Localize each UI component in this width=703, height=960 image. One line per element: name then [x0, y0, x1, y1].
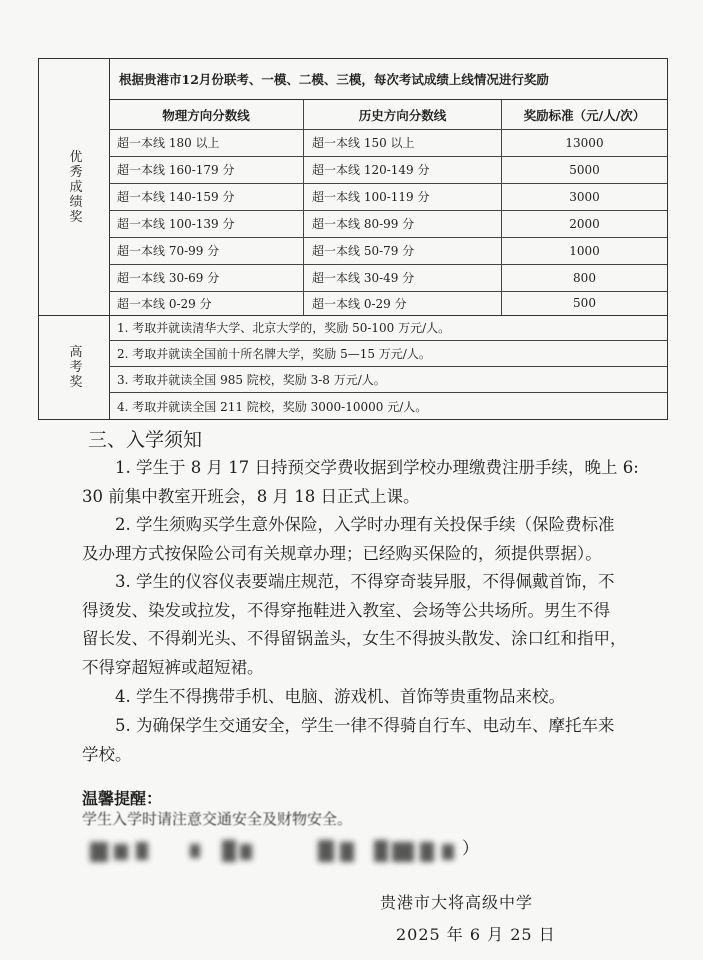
reward-cell: 5000 — [569, 162, 600, 177]
reward-cell: 13000 — [565, 135, 604, 150]
column-header-history: 历史方向分数线 — [304, 100, 502, 129]
history-cell: 超一本线 30-49 分 — [304, 264, 502, 291]
physics-cell: 超一本线 100-139 分 — [109, 210, 304, 237]
column-header-physics: 物理方向分数线 — [109, 100, 304, 129]
paragraph-line: 5. 为确保学生交通安全，学生一律不得骑自行车、电动车、摩托车来 — [82, 716, 615, 735]
history-cell: 超一本线 50-79 分 — [304, 237, 502, 264]
history-cell: 超一本线 80-99 分 — [304, 210, 502, 237]
table-row — [109, 129, 667, 157]
paragraph-4 — [82, 683, 668, 712]
signature-date: 2025 年 6 月 25 日 — [396, 925, 556, 944]
paragraph-line: 留长发、不得剃光头、不得留锅盖头，女生不得披头散发、涂口红和指甲， — [82, 629, 627, 648]
redaction-block — [318, 840, 334, 862]
signature-school: 贵港市大将高级中学 — [380, 893, 534, 912]
column-header-row — [109, 100, 667, 130]
redaction-block — [240, 844, 252, 860]
closing-paren: ） — [462, 839, 479, 859]
redacted-contact-line — [90, 836, 480, 866]
redaction-block — [90, 842, 108, 862]
table-header: 根据贵港市12月份联考、一模、二模、三模，每次考试成绩上线情况进行奖励 — [109, 59, 667, 100]
paragraph-line: 得烫发、染发或拉发，不得穿拖鞋进入教室、会场等公共场所。男生不得 — [82, 600, 610, 620]
redaction-block — [340, 842, 354, 862]
paragraph-line: 3. 学生的仪容仪表要端庄规范，不得穿奇装异服，不得佩戴首饰，不 — [82, 572, 615, 591]
redaction-block — [190, 844, 200, 858]
table-row — [109, 156, 667, 184]
paragraph-line: 及办理方式按保险公司有关规章办理；已经购买保险的，须提供票据）。 — [82, 543, 602, 563]
reminder-text: 学生入学时请注意交通安全及财物安全。 — [82, 810, 353, 828]
reward-cell: 3000 — [569, 189, 600, 204]
paragraph-3 — [82, 568, 668, 682]
paragraph-5 — [82, 712, 668, 769]
history-cell: 超一本线 150 以上 — [304, 129, 502, 156]
reward-cell: 1000 — [569, 243, 600, 258]
history-cell: 超一本线 0-29 分 — [304, 291, 502, 315]
history-cell: 超一本线 120-149 分 — [304, 156, 502, 183]
category-excellent-label: 优秀成绩奖 — [66, 149, 82, 225]
reward-cell: 500 — [573, 296, 596, 310]
paragraph-line: 2. 学生须购买学生意外保险，入学时办理有关投保手续（保险费标准 — [82, 515, 615, 534]
gaokao-item: 1. 考取并就读清华大学、北京大学的，奖励 50-100 万元/人。 — [109, 315, 667, 341]
history-cell: 超一本线 100-119 分 — [304, 183, 502, 210]
paragraph-1 — [82, 454, 668, 511]
redaction-block — [420, 842, 434, 862]
column-header-reward: 奖励标准（元/人/次） — [523, 107, 646, 123]
reminder-title: 温馨提醒： — [82, 789, 163, 808]
redaction-block — [374, 840, 388, 862]
paragraph-line: 1. 学生于 8 月 17 日持预交学费收据到学校办理缴费注册手续，晚上 6: — [82, 458, 639, 477]
physics-cell: 超一本线 160-179 分 — [109, 156, 304, 183]
section-title: 三、入学须知 — [88, 429, 203, 451]
paragraph-line: 学校。 — [82, 744, 132, 764]
redaction-block — [392, 842, 414, 862]
paragraph-line: 不得穿超短裤或超短裙。 — [82, 657, 264, 677]
redaction-block — [136, 842, 148, 860]
physics-cell: 超一本线 140-159 分 — [109, 183, 304, 210]
reward-cell: 2000 — [569, 216, 600, 231]
category-gaokao-label: 高考奖 — [66, 344, 82, 390]
table-row — [109, 210, 667, 238]
category-column — [39, 59, 110, 419]
redaction-block — [222, 840, 236, 862]
physics-cell: 超一本线 70-99 分 — [109, 237, 304, 264]
physics-cell: 超一本线 30-69 分 — [109, 264, 304, 291]
physics-cell: 超一本线 0-29 分 — [109, 291, 304, 315]
gaokao-item: 3. 考取并就读全国 985 院校，奖励 3-8 万元/人。 — [109, 367, 667, 393]
redaction-block — [442, 844, 454, 860]
paragraph-line: 30 前集中教室开班会，8 月 18 日正式上课。 — [82, 486, 420, 506]
paragraph-2 — [82, 511, 668, 568]
table-row — [109, 237, 667, 265]
redaction-block — [114, 844, 128, 860]
paragraph-line: 4. 学生不得携带手机、电脑、游戏机、首饰等贵重物品来校。 — [82, 687, 565, 706]
gaokao-item: 2. 考取并就读全国前十所名牌大学，奖励 5—15 万元/人。 — [109, 341, 667, 367]
physics-cell: 超一本线 180 以上 — [109, 129, 304, 156]
table-row — [109, 291, 667, 316]
reward-cell: 800 — [573, 270, 596, 285]
table-row — [109, 264, 667, 292]
award-table — [38, 58, 668, 420]
table-row — [109, 183, 667, 211]
gaokao-item: 4. 考取并就读全国 211 院校，奖励 3000-10000 元/人。 — [117, 399, 428, 414]
